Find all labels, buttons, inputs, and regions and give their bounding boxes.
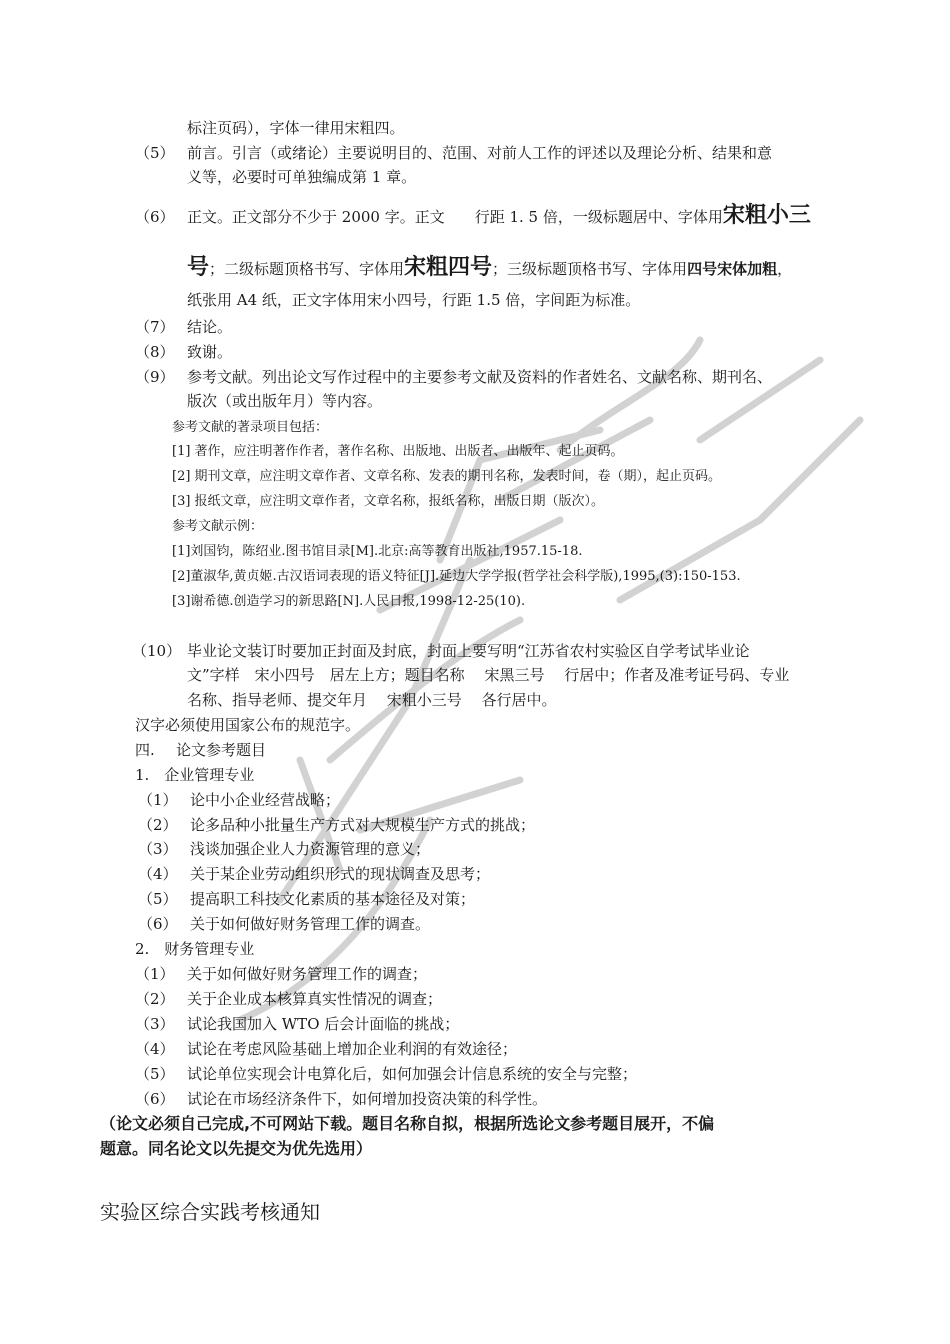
section-4-number: 四. xyxy=(135,741,155,759)
item-8-text: 致谢。 xyxy=(187,343,233,361)
item-9-number: （9） xyxy=(135,368,175,386)
topic-text: 试论我国加入 WTO 后会计面临的挑战； xyxy=(187,1015,460,1033)
topic-number: （3） xyxy=(135,1015,175,1033)
topic-number: （5） xyxy=(135,1065,175,1083)
topic-number: （2） xyxy=(138,816,178,834)
item-5-number: （5） xyxy=(135,144,175,162)
notice-line-2: 题意。同名论文以先提交为优先选用） xyxy=(100,1139,373,1158)
item-5-line-2: 义等，必要时可单独编成第 1 章。 xyxy=(187,168,417,186)
category-2-title: 2. 财务管理专业 xyxy=(135,940,255,958)
continued-line: 标注页码），字体一律用宋粗四。 xyxy=(187,119,405,137)
topic-text: 关于如何做好财务管理工作的调查； xyxy=(187,965,428,983)
topic-text: 浅谈加强企业人力资源管理的意义； xyxy=(190,840,431,858)
topic-text: 试论单位实现会计电算化后，如何加强会计信息系统的安全与完整； xyxy=(187,1065,638,1083)
item-7-number: （7） xyxy=(135,318,175,336)
ref-example: [1]刘国钧，陈绍业.图书馆目录[M].北京:高等教育出版社,1957.15-18. xyxy=(172,544,583,559)
notice-line-1: （论文必须自己完成,不可网站下载。题目名称自拟，根据所选论文参考题目展开，不偏 xyxy=(100,1114,715,1133)
item-6-big-a: 宋粗小三 xyxy=(722,203,811,228)
topic-text: 关于某企业劳动组织形式的现状调查及思考； xyxy=(190,865,491,883)
section-4-title: 论文参考题目 xyxy=(176,741,267,759)
topic-text: 论中小企业经营战略； xyxy=(190,791,341,809)
topic-text: 试论在市场经济条件下，如何增加投资决策的科学性。 xyxy=(187,1090,548,1108)
topic-number: （5） xyxy=(138,890,178,908)
page-heading: 实验区综合实践考核通知 xyxy=(100,1200,320,1224)
norm-statement: 汉字必须使用国家公布的规范字。 xyxy=(135,716,361,734)
ref-intro: 参考文献的著录项目包括： xyxy=(172,420,329,435)
topic-number: （4） xyxy=(135,1040,175,1058)
topic-number: （1） xyxy=(135,965,175,983)
item-6-text-b2: ；三级标题顶格书写、字体用 xyxy=(492,260,688,278)
item-7-text: 结论。 xyxy=(187,318,233,336)
item-6-number: （6） xyxy=(135,208,175,226)
ref-example-heading: 参考文献示例： xyxy=(172,519,264,534)
topic-number: （6） xyxy=(135,1090,175,1108)
item-6-text-a: 正文。正文部分不少于 2000 字。正文 行距 1. 5 倍，一级标题居中、字体用 xyxy=(187,208,723,226)
item-8-number: （8） xyxy=(135,343,175,361)
item-5-line-1: 前言。引言（或绪论）主要说明目的、范围、对前人工作的评述以及理论分析、结果和意 xyxy=(187,144,773,162)
item-9-line-1: 参考文献。列出论文写作过程中的主要参考文献及资料的作者姓名、文献名称、期刊名、 xyxy=(187,368,773,386)
topic-number: （6） xyxy=(138,915,178,933)
ref-example: [2]董淑华,黄贞姬.古汉语词表现的语义特征[J].延边大学学报(哲学社会科学版),1995,(3):150-153. xyxy=(172,569,741,584)
item-6-big-b1: 号 xyxy=(187,255,210,280)
item-6-line-3: 纸张用 A4 纸，正文字体用宋小四号，行距 1.5 倍，字间距为标准。 xyxy=(187,291,641,309)
item-10-line-3: 名称、指导老师、提交年月 宋粗小三号 各行居中。 xyxy=(187,691,557,709)
item-9-line-2: 版次（或出版年月）等内容。 xyxy=(187,392,383,410)
item-10-line-1: 毕业论文装订时要加正封面及封底，封面上要写明“江苏省农村实验区自学考试毕业论 xyxy=(187,642,750,660)
topic-text: 关于企业成本核算真实性情况的调查； xyxy=(187,990,443,1008)
topic-text: 关于如何做好财务管理工作的调查。 xyxy=(190,915,431,933)
item-6-bold-b: 四号宋体加粗 xyxy=(687,260,778,278)
topic-number: （1） xyxy=(138,791,178,809)
ref-item: [1] 著作，应注明著作作者，著作名称、出版地、出版者、出版年、起止页码。 xyxy=(172,444,624,459)
category-1-title: 1. 企业管理专业 xyxy=(135,766,255,784)
topic-number: （3） xyxy=(138,840,178,858)
item-10-number: （10） xyxy=(132,642,182,660)
item-10-line-2: 文”字样 宋小四号 居左上方；题目名称 宋黑三号 行居中；作者及准考证号码、专业 xyxy=(187,666,790,684)
topic-text: 试论在考虑风险基础上增加企业利润的有效途径； xyxy=(187,1040,518,1058)
ref-item: [2] 期刊文章，应注明文章作者、文章名称、发表的期刊名称，发表时间，卷（期），起止页码。 xyxy=(172,469,722,484)
item-6-text-b1: ；二级标题顶格书写、字体用 xyxy=(209,260,405,278)
topic-number: （2） xyxy=(135,990,175,1008)
item-6-big-b2: 宋粗四号 xyxy=(404,255,493,280)
item-6-text-b3: ， xyxy=(777,260,793,278)
item-6-line-1 xyxy=(187,198,811,229)
topic-text: 提高职工科技文化素质的基本途径及对策； xyxy=(190,890,476,908)
item-6-line-2 xyxy=(187,250,792,281)
ref-example: [3]谢希德.创造学习的新思路[N].人民日报,1998-12-25(10). xyxy=(172,594,526,609)
ref-item: [3] 报纸文章，应注明文章作者，文章名称，报纸名称，出版日期（版次）。 xyxy=(172,494,605,509)
topic-number: （4） xyxy=(138,865,178,883)
topic-text: 论多品种小批量生产方式对大规模生产方式的挑战； xyxy=(190,816,536,834)
